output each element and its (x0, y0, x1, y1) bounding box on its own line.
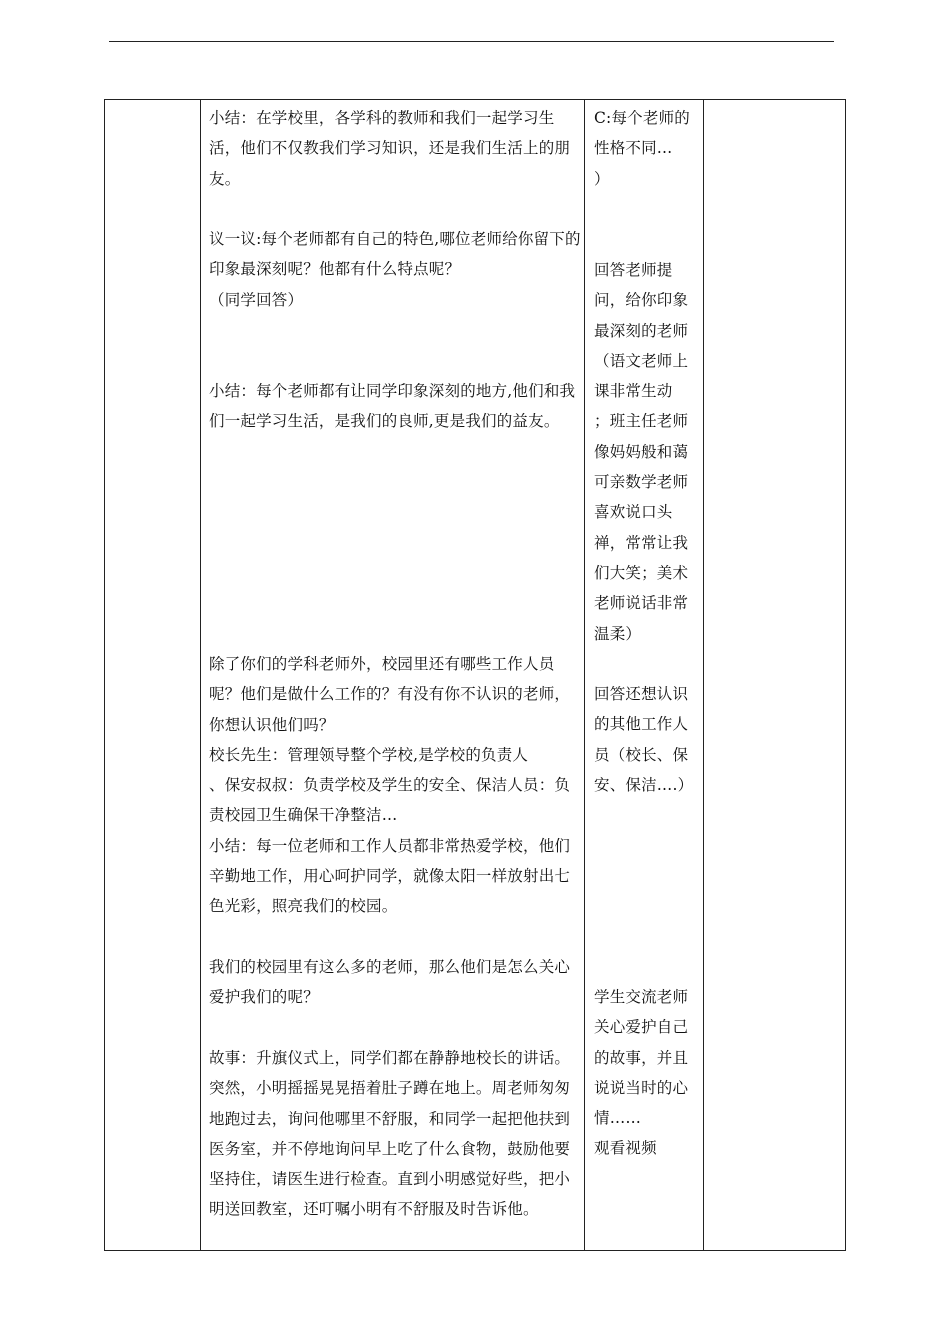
question-paragraph: 我们的校园里有这么多的老师，那么他们是怎么关心爱护我们的呢？ (209, 958, 571, 1007)
staff-paragraph: 除了你们的学科老师外，校园里还有哪些工作人员呢？他们是做什么工作的？有没有你不认识的老师，你想认识他们吗？ 校长先生：管理领导整个学校,是学校的负责人 、保安叔叔：负责学校及学生的安全、保洁人员：负责校园卫生确保干净整洁… 小结：每一位老师和工作人员都非常热爱学校，他们辛勤地工作，用心呵护同学，就像太阳一样放射出七色光彩，照亮我们的校园。 (209, 655, 571, 916)
header-rule (109, 41, 834, 42)
story-paragraph: 故事：升旗仪式上，同学们都在静静地校长的讲话。突然，小明摇摇晃晃捂着肚子蹲在地上。周老师匆匆地跑过去，询问他哪里不舒服，和同学一起把他扶到医务室，并不停地询问早上吃了什么食物，鼓励他要坚持住，请医生进行检查。直到小明感觉好些，把小明送回教室，还叮嘱小明有不舒服及时告诉他。 (209, 1049, 571, 1219)
student-activity-1: C:每个老师的性格不同… ） (594, 109, 690, 188)
summary-paragraph-2: 小结：每个老师都有让同学印象深刻的地方,他们和我们一起学习生活，是我们的良师,更是我们的益友。 (209, 382, 576, 431)
summary-paragraph-1: 小结：在学校里，各学科的教师和我们一起学习生活，他们不仅教我们学习知识，还是我们生活上的朋友。 (209, 109, 571, 188)
discussion-paragraph: 议一议:每个老师都有自己的特色,哪位老师给你留下的印象最深刻呢？他都有什么特点呢？ （同学回答） (209, 230, 581, 309)
student-activity-3: 回答还想认识的其他工作人员（校长、保安、保洁….） (594, 685, 694, 794)
lesson-table (104, 99, 846, 1251)
column-divider-2 (584, 100, 585, 1250)
student-activity-2: 回答老师提问，给你印象最深刻的老师（语文老师上课非常生动 ；班主任老师像妈妈般和蔼可亲数学老师喜欢说口头禅，常常让我们大笑；美术老师说话非常温柔） (594, 261, 689, 643)
student-activity-4: 学生交流老师关心爱护自己的故事，并且说说当时的心情…… 观看视频 (594, 988, 689, 1158)
column-divider-3 (703, 100, 704, 1250)
column-divider-1 (200, 100, 201, 1250)
